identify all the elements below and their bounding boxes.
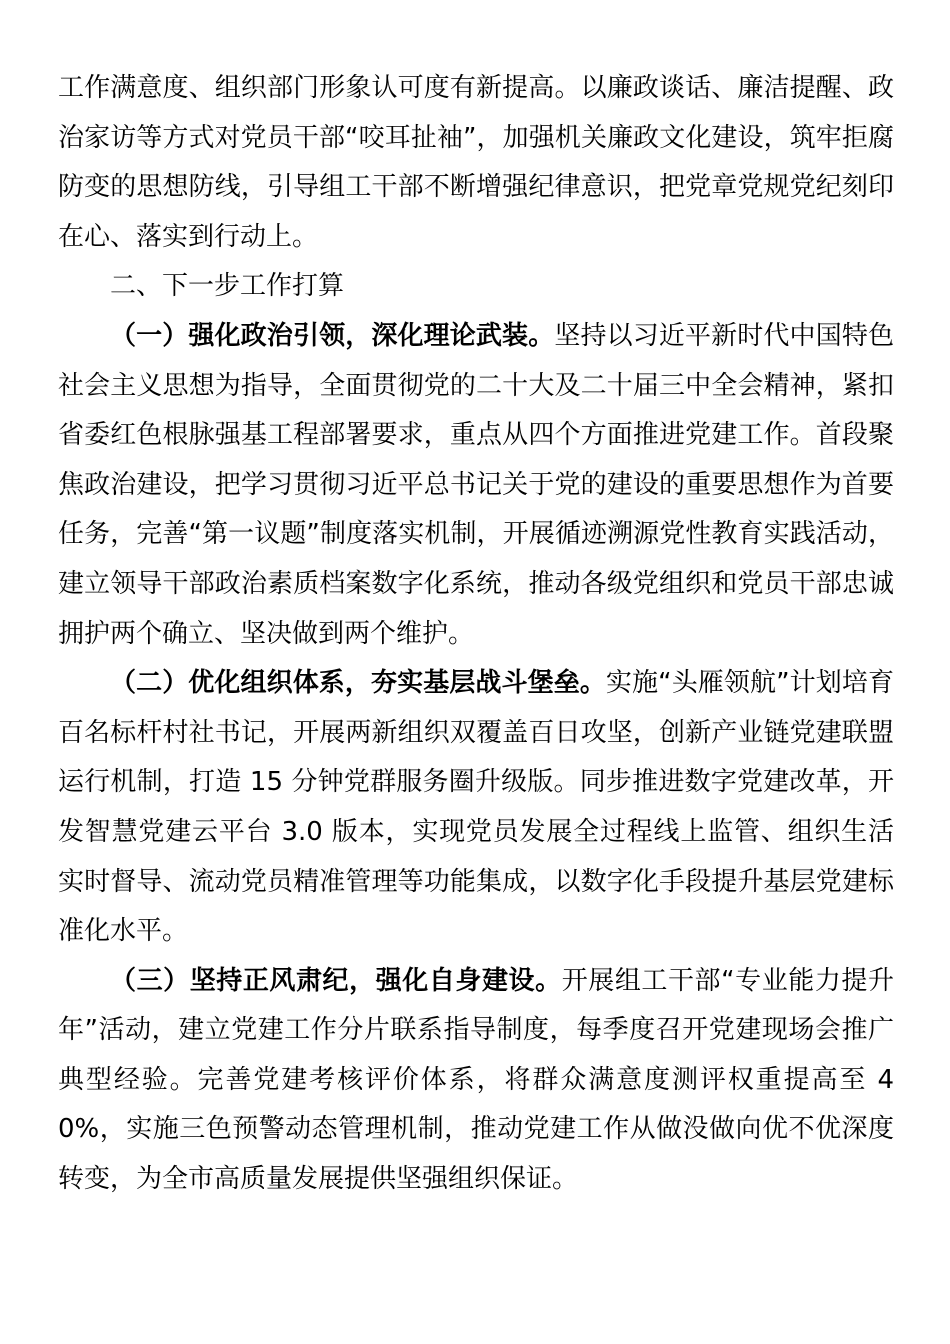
paragraph-body: 开展组工干部“专业能力提升年”活动，建立党建工作分片联系指导制度，每季度召开党建现场会推广典型经验。完善党建考核评价体系，将群众满意度测评权重提高至 40%，实施三色预警动态管理机制，推动党建工作从做没做向优不优深度转变，为全市高质量发展提供坚强组织保证。 [58, 965, 894, 1195]
paragraph-lead: （二）优化组织体系，夯实基层战斗堡垒。 [110, 668, 606, 699]
paragraph-body: 坚持以习近平新时代中国特色社会主义思想为指导，全面贯彻党的二十大及二十届三中全会精神，紧扣省委红色根脉强基工程部署要求，重点从四个方面推进党建工作。首段聚焦政治建设，把学习贯彻习近平总书记关于党的建设的重要思想作为首要任务，完善“第一议题”制度落实机制，开展循迹溯源党性教育实践活动，建立领导干部政治素质档案数字化系统，推动各级党组织和党员干部忠诚拥护两个确立、坚决做到两个维护。 [58, 320, 894, 649]
document-page [58, 64, 894, 1205]
paragraph-body: 实施“头雁领航”计划培育百名标杆村社书记，开展两新组织双覆盖百日攻坚，创新产业链党建联盟运行机制，打造 15 分钟党群服务圈升级版。同步推进数字党建改革，开发智慧党建云平台 3.0 版本，实现党员发展全过程线上监管、组织生活实时督导、流动党员精准管理等功能集成，以数字化手段提升基层党建标准化水平。 [58, 668, 894, 947]
paragraph-continuation: 工作满意度、组织部门形象认可度有新提高。以廉政谈话、廉洁提醒、政治家访等方式对党员干部“咬耳扯袖”，加强机关廉政文化建设，筑牢拒腐防变的思想防线，引导组工干部不断增强纪律意识，把党章党规党纪刻印在心、落实到行动上。 [58, 73, 894, 252]
paragraph-discipline [58, 957, 894, 1205]
paragraph-political-guidance [58, 312, 894, 659]
paragraph-organization-system [58, 659, 894, 957]
paragraph-lead: （三）坚持正风肃纪，强化自身建设。 [110, 965, 562, 996]
section-heading: 二、下一步工作打算 [110, 271, 345, 302]
paragraph-lead: （一）强化政治引领，深化理论武装。 [110, 320, 555, 351]
